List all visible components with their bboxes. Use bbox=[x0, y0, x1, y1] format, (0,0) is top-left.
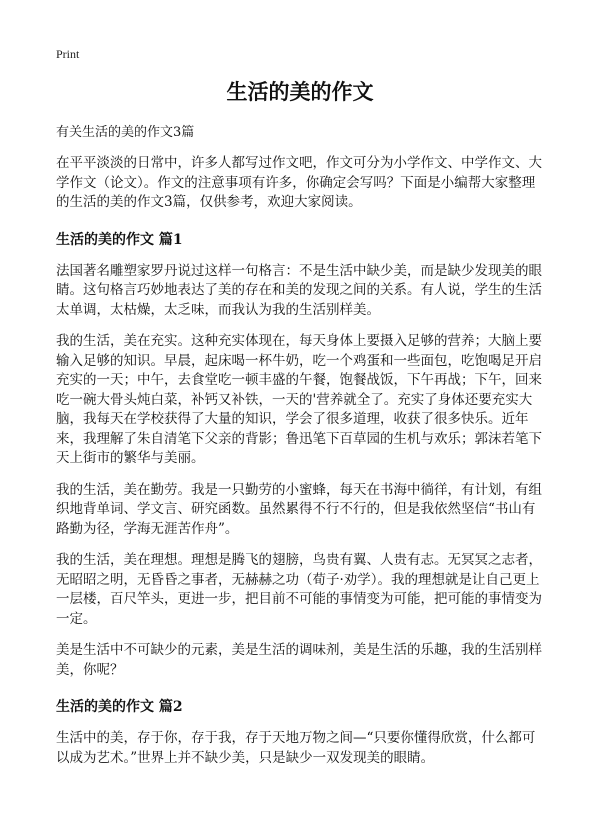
section-heading-2: 生活的美的作文 篇2 bbox=[56, 699, 183, 715]
section-1-paragraph-5: 美是生活中不可缺少的元素，美是生活的调味剂，美是生活的乐趣，我的生活别样美，你呢？ bbox=[56, 642, 542, 678]
section-1-paragraph-1: 法国著名雕塑家罗丹说过这样一句格言：不是生活中缺少美，而是缺少发现美的眼睛。这句格言巧妙地表达了美的存在和美的发现之间的关系。有人说，学生的生活太单调，太枯燥，太乏味，而我认为我的生活别样美。 bbox=[56, 262, 542, 318]
print-link[interactable]: Print bbox=[56, 47, 80, 61]
section-2-paragraph-1: 生活中的美，存于你，存于我，存于天地万物之间—“只要你懂得欣赏，什么都可以成为艺术。”世界上并不缺少美，只是缺少一双发现美的眼睛。 bbox=[56, 730, 536, 766]
intro-paragraph: 在平平淡淡的日常中，许多人都写过作文吧，作文可分为小学作文、中学作文、大学作文（论文）。作文的注意事项有许多，你确定会写吗？下面是小编帮大家整理的生活的美的作文3篇，仅供参考，欢迎大家阅读。 bbox=[56, 155, 542, 210]
section-heading-1: 生活的美的作文 篇1 bbox=[56, 231, 183, 248]
section-1-paragraph-2: 我的生活，美在充实。这种充实体现在，每天身体上要摄入足够的营养；大脑上要输入足够的知识。早晨，起床喝一杯牛奶，吃一个鸡蛋和一些面包，吃饱喝足开启充实的一天；中午，去食堂吃一顿丰盛的午餐，饱餐战饭，下午再战；下午，回来吃一碗大骨头炖白菜，补钙又补铁，一天的'营养就全了。充实了身体还要充实大脑，我每天在学校获得了大量的知识，学会了很多道理，收获了很多快乐。近年来，我理解了朱自清笔下父亲的背影；鲁迅笔下百草园的生机与欢乐；郭沫若笔下天上街市的繁华与美丽。 bbox=[56, 333, 542, 466]
section-1-paragraph-4: 我的生活，美在理想。理想是腾飞的翅膀，鸟贵有翼、人贵有志。无冥冥之志者，无昭昭之明，无昏昏之事者，无赫赫之功（荀子·劝学）。我的理想就是让自己更上一层楼，百尺竿头，更进一步，把目前不可能的事情变为可能，把可能的事情变为一定。 bbox=[56, 552, 542, 627]
section-1-paragraph-3: 我的生活，美在勤劳。我是一只勤劳的小蜜蜂，每天在书海中徜徉，有计划，有组织地背单词、学文言、研究函数。虽然累得不行不行的，但是我依然坚信“书山有路勤为径，学海无涯苦作舟”。 bbox=[56, 481, 542, 537]
page-title: 生活的美的作文 bbox=[226, 80, 374, 104]
article-subtitle: 有关生活的美的作文3篇 bbox=[56, 125, 195, 140]
